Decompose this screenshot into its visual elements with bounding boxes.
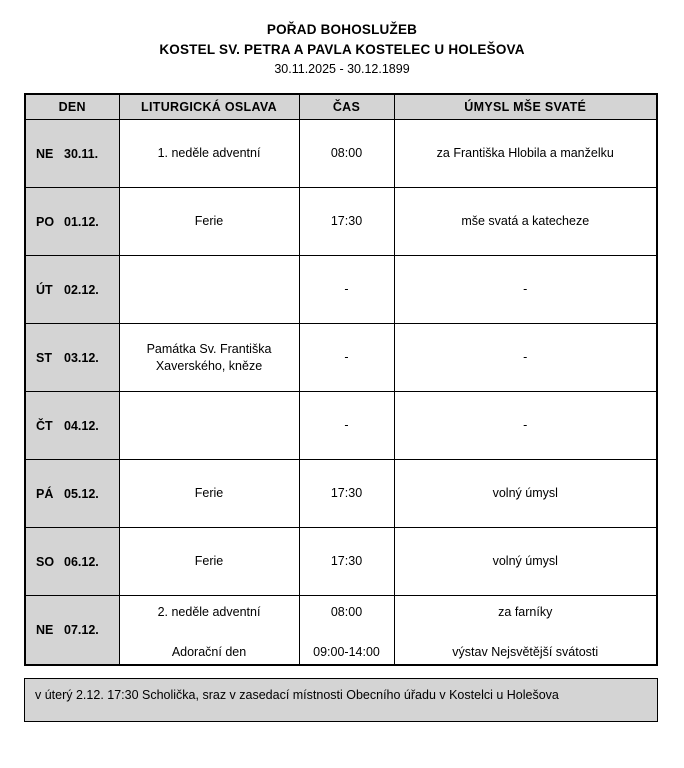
table-row xyxy=(25,528,657,596)
row-date: 30.11. xyxy=(64,146,99,161)
row-date: 02.12. xyxy=(64,282,99,297)
row-liturgy: Ferie xyxy=(119,188,299,256)
row-time: 17:30 xyxy=(299,528,394,596)
row-time-cell xyxy=(299,596,394,666)
table-row xyxy=(25,120,657,188)
row-day-of-week: ST xyxy=(36,350,52,365)
table-row xyxy=(25,596,657,666)
row-intention: - xyxy=(394,392,657,460)
column-header-intention: ÚMYSL MŠE SVATÉ xyxy=(394,94,657,120)
row-day-cell xyxy=(25,256,119,324)
row-day-cell xyxy=(25,324,119,392)
row-day-of-week: PÁ xyxy=(36,486,54,501)
row-day-of-week: NE xyxy=(36,623,54,638)
row-intention: za Františka Hlobila a manželku xyxy=(394,120,657,188)
row-intention-secondary: výstav Nejsvětější svátosti xyxy=(452,645,599,660)
table-header-row xyxy=(25,94,657,120)
row-time: - xyxy=(299,324,394,392)
row-day-cell xyxy=(25,460,119,528)
row-time-primary: 08:00 xyxy=(330,604,363,619)
row-time: - xyxy=(299,392,394,460)
row-intention: volný úmysl xyxy=(394,528,657,596)
row-intention-cell xyxy=(394,596,657,666)
document-header xyxy=(24,20,660,79)
row-liturgy-cell xyxy=(119,596,299,666)
row-date: 03.12. xyxy=(64,350,99,365)
mass-schedule-table xyxy=(24,93,658,666)
row-day-of-week: ÚT xyxy=(36,282,53,297)
table-row xyxy=(25,324,657,392)
table-row xyxy=(25,256,657,324)
row-intention: mše svatá a katecheze xyxy=(394,188,657,256)
row-intention: - xyxy=(394,324,657,392)
row-liturgy: Památka Sv. Františka Xaverského, kněze xyxy=(119,324,299,392)
row-intention: volný úmysl xyxy=(394,460,657,528)
row-liturgy xyxy=(119,256,299,324)
row-time: 17:30 xyxy=(299,188,394,256)
column-header-time: ČAS xyxy=(299,94,394,120)
row-liturgy: Ferie xyxy=(119,528,299,596)
row-day-of-week: PO xyxy=(36,214,55,229)
row-day-cell xyxy=(25,120,119,188)
row-liturgy xyxy=(119,392,299,460)
row-day-of-week: NE xyxy=(36,146,54,161)
row-date: 01.12. xyxy=(64,214,99,229)
column-header-liturgy: LITURGICKÁ OSLAVA xyxy=(119,94,299,120)
table-row xyxy=(25,188,657,256)
row-time: 08:00 xyxy=(299,120,394,188)
row-day-of-week: ČT xyxy=(36,418,53,433)
header-date-range: 30.11.2025 - 30.12.1899 xyxy=(274,62,410,77)
row-liturgy: Ferie xyxy=(119,460,299,528)
row-intention: - xyxy=(394,256,657,324)
table-row xyxy=(25,392,657,460)
row-day-cell xyxy=(25,188,119,256)
notice-box: v úterý 2.12. 17:30 Scholička, sraz v zasedací místnosti Obecního úřadu v Kostelci u Holešova xyxy=(24,678,658,722)
row-time: 17:30 xyxy=(299,460,394,528)
row-intention-primary: za farníky xyxy=(498,604,553,619)
table-row xyxy=(25,460,657,528)
row-day-cell xyxy=(25,596,119,666)
row-liturgy-primary: 2. neděle adventní xyxy=(157,604,261,619)
row-date: 05.12. xyxy=(64,486,99,501)
row-day-cell xyxy=(25,528,119,596)
header-title-line-1: POŘAD BOHOSLUŽEB xyxy=(266,22,418,37)
column-header-den: DEN xyxy=(25,94,119,120)
row-date: 06.12. xyxy=(64,554,99,569)
row-liturgy: 1. neděle adventní xyxy=(119,120,299,188)
row-day-of-week: SO xyxy=(36,554,55,569)
row-time: - xyxy=(299,256,394,324)
row-date: 07.12. xyxy=(64,623,99,638)
row-day-cell xyxy=(25,392,119,460)
row-liturgy-secondary: Adorační den xyxy=(171,645,247,660)
row-date: 04.12. xyxy=(64,418,99,433)
row-time-secondary: 09:00-14:00 xyxy=(313,645,380,660)
header-title-line-2: KOSTEL SV. PETRA A PAVLA KOSTELEC U HOLEŠOVA xyxy=(159,41,525,57)
